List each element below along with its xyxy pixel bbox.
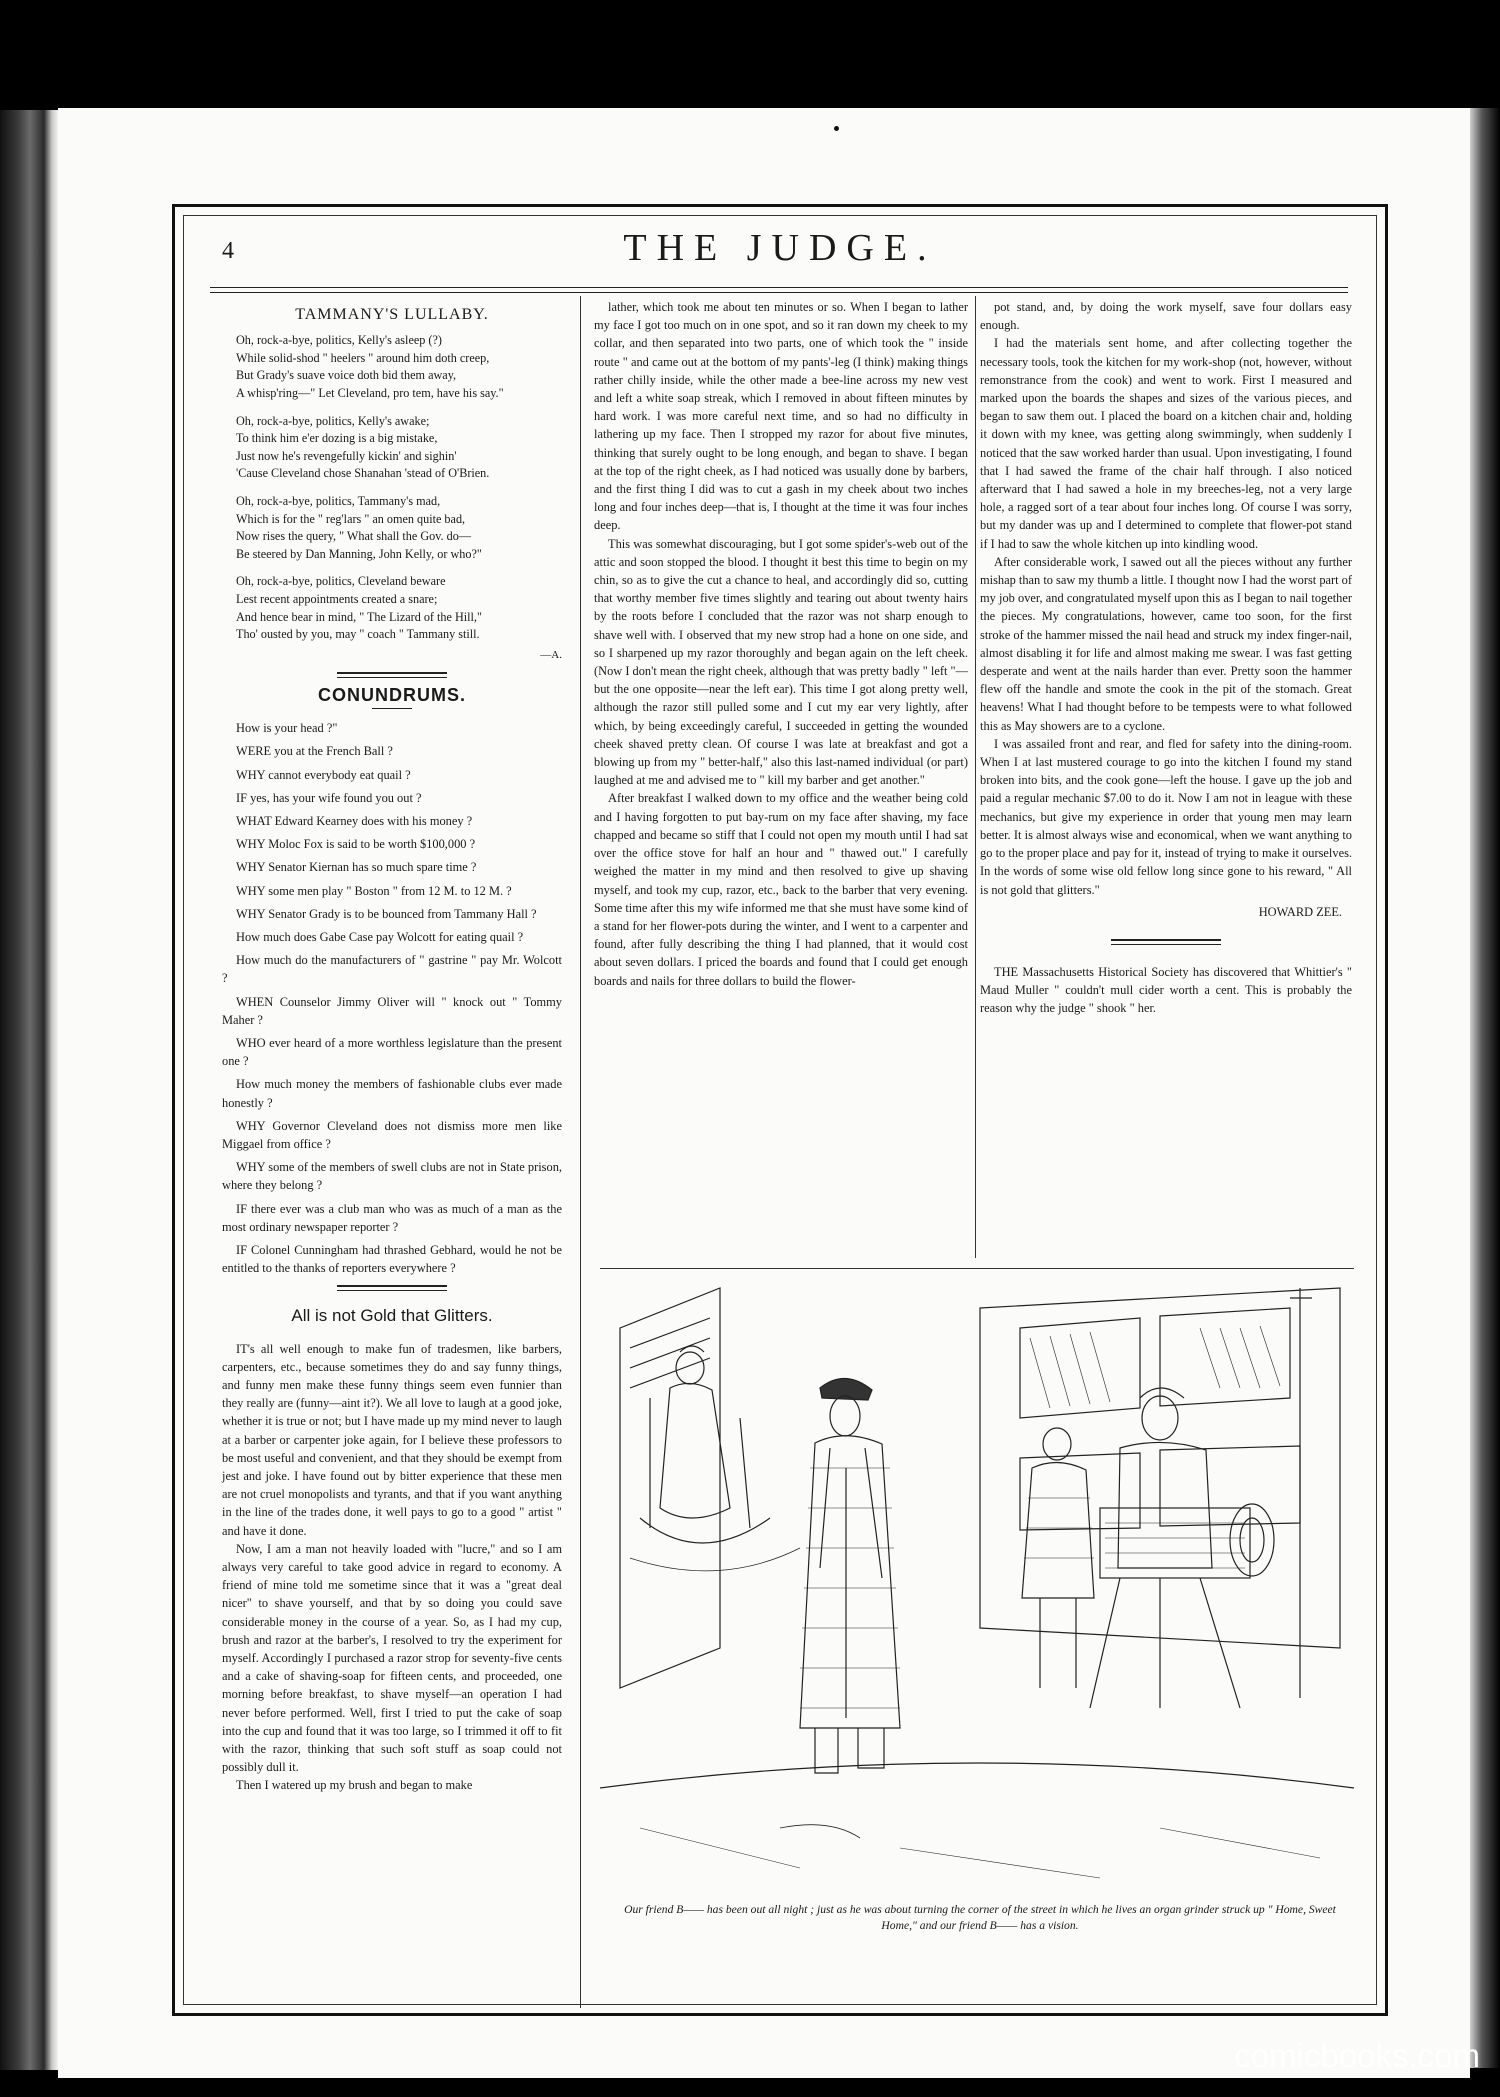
poem-line: Tho' ousted by you, may " coach " Tammany still. [236,627,480,642]
article-paragraph: lather, which took me about ten minutes or so. When I began to lather my face I got too much on in one spot, and so it ran down my cheek to my collar, and then separated into two parts, one of which took the " inside route " and came out at the bottom of my pants'-leg (I think) making things rather chilly inside, while the other made a bee-line across my new vest and left a white soap streak, which I removed in about fifteen minutes by hard work. I was more careful next time, and so had no difficulty in lathering up my face. Then I stropped my razor for about five minutes, thinking that surely ought to be long enough, and began to shave. I began at the top of the right cheek, as I had noticed was usually done by barbers, and the first thing I did was to cut a gash in my cheek about two inches long and four inches deep—that is, I thought at the time it was four inches deep. [594,300,968,533]
poem-line: Be steered by Dan Manning, John Kelly, or who?" [236,546,482,561]
conundrum-item: WHY some of the members of swell clubs are not in State prison, where they belong ? [222,1160,562,1193]
conundrum-item: IF there ever was a club man who was as much of a man as the most ordinary newspaper reporter ? [222,1201,562,1234]
squib-paragraph: THE Massachusetts Historical Society has discovered that Whittier's " Maud Muller " couldn't mull cider worth a cent. This is probably the reason why the judge " shook " her. [980,964,1352,1016]
poem-body [222,332,562,644]
conundrum-item: WHAT Edward Kearney does with his money ? [236,813,473,828]
poem-line: Which is for the " reg'lars " an omen quite bad, [236,511,466,526]
poem-line: Lest recent appointments created a snare; [236,591,438,606]
article-paragraph: This was somewhat discouraging, but I got some spider's-web out of the attic and soon stopped the blood. I thought it best this time to begin on my chin, so as to give the cut a chance to heal, and accordingly did so, cutting that worthy member five times slightly and tearing out about twenty hairs by the roots before I concluded that the razor was not sharp enough to shave well with. I observed that my new strop had a hone on one side, and so I sharpened up my razor thoroughly and began again on the left cheek. (Now I don't mean the right cheek, although that was pretty badly " left "—but the one opposite—near the left ear). This time I got along pretty well, although the razor still pulled some and I cut my ear very lightly, after which, by being exceedingly careful, I succeeded in getting the wounded cheek shaved pretty clean. Of course I was late at breakfast and got a blowing up from my " better-half," also this last-named individual (or part) laughed at me and advised me to " kill my barber and get another." [594,536,968,788]
column-divider-right [975,296,976,1258]
article-title: All is not Gold that Glitters. [291,1306,493,1326]
conundrum-item: How much do the manufacturers of " gastrine " pay Mr. Wolcott ? [222,953,562,986]
conundrum-item: WHEN Counselor Jimmy Oliver will " knock out " Tommy Maher ? [222,994,562,1027]
book-spine [0,110,58,2070]
section-divider [337,1285,447,1291]
conundrum-item: WHY Senator Grady is to be bounced from Tammany Hall ? [236,906,537,921]
conundrum-item: WHY Moloc Fox is said to be worth $100,000 ? [236,837,476,852]
masthead-rule [210,287,1348,288]
poem-line: Oh, rock-a-bye, politics, Tammany's mad, [236,493,441,508]
illustration-caption: Our friend B—— has been out all night ; just as he was about turning the corner of the street in which he lives an organ grinder struck up " Home, Sweet Home," and our friend B—— has a vision. [624,1903,1336,1932]
conundrums-list [222,719,562,1277]
masthead-title: THE JUDGE. [623,227,937,269]
conundrums-title: CONUNDRUMS. [318,684,466,705]
conundrum-item: WERE you at the French Ball ? [236,744,393,759]
column-one [222,304,562,1795]
masthead-rule-lower [210,292,1348,293]
article-paragraph: After considerable work, I sawed out all the pieces without any further mishap than to saw my thumb a little. I thought now I had the worst part of my job over, and congratulated myself upon this as I began to nail together the pieces. My congratulations, however, came too soon, for the first stroke of the hammer missed the nail head and struck my index finger-nail, almost disabling it for life and almost making me swear. I was fast getting desperate and went at the nails harder than ever. Pretty soon the hammer flew off the handle and smote the cook in the pit of the stomach. Great heavens! What I had thought before to be tempests were to what followed this as May showers are to a cyclone. [980,554,1353,733]
article-paragraph: After breakfast I walked down to my office and the weather being cold and I having forgotten to put bay-rum on my face after shaving, my face chapped and became so stiff that I could not open my mouth until I had sat over the office stove for half an hour and " thawed out." I carefully weighed the matter in my mind and then resolved to give up shaving myself, and took my cup, razor, etc., back to the barber that very evening. Some time after this my wife informed me that she must have some kind of a stand for her flower-pots during the winter, and I went to a carpenter and found, after fully describing the thing I had planned, that it would cost about seven dollars. I priced the boards and found that I could get enough boards and nails for three dollars to build the flower- [594,791,968,988]
conundrum-item: How much money the members of fashionable clubs ever made honestly ? [222,1077,562,1110]
article-paragraph: I was assailed front and rear, and fled for safety into the dining-room. When I at last mustered courage to go into the kitchen I found my stand broken into bits, and the cook gone—left the house. I gave up the job and paid a regular mechanic $7.00 to do it. Now I am not in league with these mechanics, but give my experience in order that young men may learn better. It is almost always wise and economical, when we want anything to go to the proper place and pay for it, instead of trying to make it ourselves. In the words of some wise old fellow long since gone to his reward, " All is not gold that glitters." [980,736,1352,897]
poem-line: Now rises the query, " What shall the Gov. do— [236,529,472,544]
poem-line: Oh, rock-a-bye, politics, Kelly's asleep (?) [236,333,442,348]
poem-line: While solid-shod " heelers " around him doth creep, [236,350,490,365]
column-divider-left [580,296,581,2008]
poem-signature: —A. [540,648,562,661]
conundrum-item: IF Colonel Cunningham had thrashed Gebhard, would he not be entitled to the thanks of reporters everywhere ? [222,1242,562,1276]
poem-line: Oh, rock-a-bye, politics, Cleveland beware [236,574,446,589]
conundrum-item: WHO ever heard of a more worthless legislature than the present one ? [222,1035,562,1069]
article-paragraph: Then I watered up my brush and began to make [236,1778,473,1793]
column-three [980,298,1352,1018]
title-underline [372,708,412,709]
article-part-three [980,298,1352,899]
article-part-one [222,1340,562,1795]
conundrum-item: WHY Governor Cleveland does not dismiss more men like Miggael from office ? [222,1118,562,1151]
poem-line: Oh, rock-a-bye, politics, Kelly's awake; [236,413,430,428]
article-paragraph: pot stand, and, by doing the work myself, save four dollars easy enough. [980,300,1352,333]
conundrum-item: How is your head ?" [236,721,338,736]
poem-stanza [236,413,562,483]
section-divider [337,672,447,678]
poem-stanza [236,332,562,402]
article-paragraph: I had the materials sent home, and after collecting together the necessary tools, took the kitchen for my work-shop (not, however, without remonstrance from the cook) and went to work. First I measured and marked upon the boards the shapes and sizes of the various pieces, and began to saw them out. I placed the board on a kitchen chair and, holding it down with my knee, was getting along swimmingly, when suddenly I noticed that the saw worked harder than usual. Upon investigating, I found that I had sawed the frame of the chair half through. I also noticed afterward that I had sawed a hole in my breeches-leg, not a very large hole, a ragged sort of a tear about four inches long. Of course I was sorry, but my dander was up and I determined to complete that flower-pot stand if I had to saw the whole kitchen up into kindling wood. [980,336,1352,551]
conundrum-item: WHY Senator Kiernan has so much spare time ? [236,860,477,875]
ink-dot [834,126,839,131]
poem-line: 'Cause Cleveland chose Shanahan 'stead of O'Brien. [236,466,490,481]
column-two [594,298,968,990]
article-paragraph: Now, I am a man not heavily loaded with "lucre," and so I am always very careful to take good advice in regard to economy. A friend of mine told me sometime since that it was a "great deal nicer" to shave yourself, and that by so doing you could save considerable money in the course of a year. So, as I had my cup, brush and razor at the barber's, I resolved to try the experiment for myself. Accordingly I purchased a razor strop for seventy-five cents and a cake of shaving-soap for fifteen cents, and proceeded, one morning before breakfast, to shave myself—an operation I had never before performed. Well, first I tried to put the cake of soap into the cup and found that it was too large, so I trimmed it off to fit with the razor, thinking that such soft stuff as soap could not possibly dull it. [222,1541,562,1775]
conundrum-item: WHY cannot everybody eat quail ? [236,767,411,782]
poem-stanza [236,493,562,563]
conundrum-item: How much does Gabe Case pay Wolcott for eating quail ? [236,929,524,944]
section-divider [1111,939,1221,945]
poem-line: Just now he's revengefully kickin' and sighin' [236,448,457,463]
article-part-two [594,298,968,990]
poem-line: But Grady's suave voice doth bid them away, [236,368,457,383]
site-watermark: comicbooks.com [1234,2037,1480,2074]
poem-line: To think him e'er dozing is a big mistake, [236,431,438,446]
poem-stanza [236,573,562,643]
article-author: HOWARD ZEE. [1258,904,1342,919]
page-number: 4 [222,238,234,264]
conundrum-item: WHY some men play " Boston " from 12 M. to 12 M. ? [236,883,512,898]
conundrum-item: IF yes, has your wife found you out ? [236,790,422,805]
poem-line: A whisp'ring—" Let Cleveland, pro tem, have his say." [236,385,504,400]
cartoon-illustration [600,1268,1354,1896]
article-paragraph: IT's all well enough to make fun of tradesmen, like barbers, carpenters, etc., because sometimes they do and say funny things, and funny men make these funny things seem even funnier than they really are (funny—aint it?). We all love to laugh at a good joke, whether it is true or not; but I have made up my mind never to laugh at a barber or carpenter joke again, for I believe these professors to be most useful and convenient, and that they should be exempt from jest and joke. I have found out by bitter experience that these men are not cruel monopolists and tyrants, and that if you want anything in the line of the trades done, it well pays to go to a good " artist " and have it done. [222,1341,562,1538]
poem-line: And hence bear in mind, " The Lizard of the Hill," [236,609,482,624]
poem-title: TAMMANY'S LULLABY. [295,306,489,323]
next-page-edge [1470,108,1500,2068]
